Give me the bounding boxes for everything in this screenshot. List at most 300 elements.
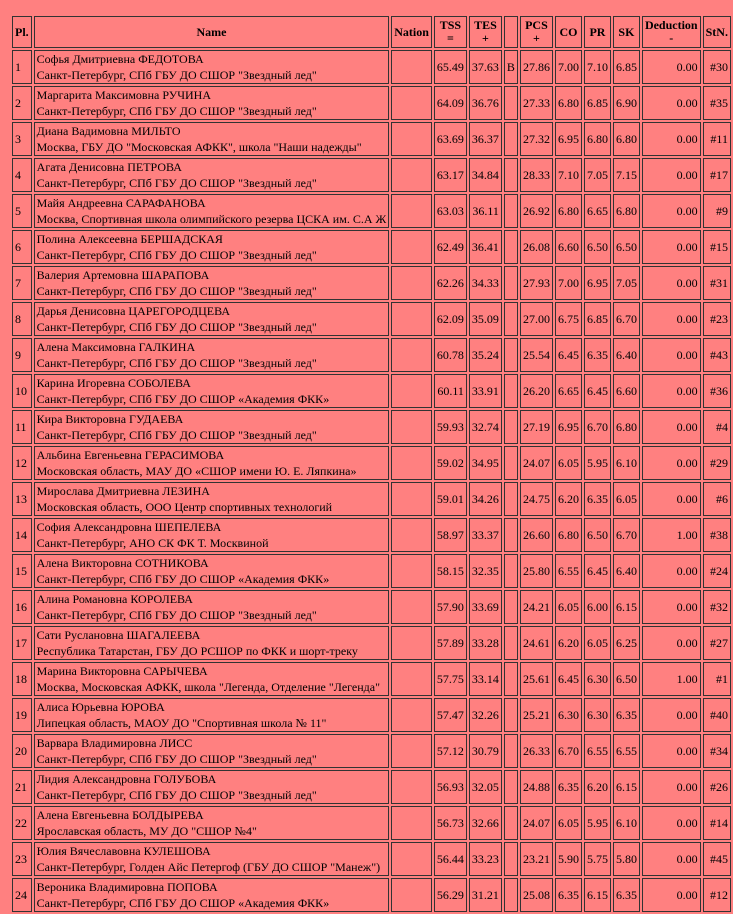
header-stn[interactable]: StN. [703,16,731,48]
cell-deduction: 1.00 [642,518,701,552]
cell-flag [504,86,518,120]
cell-flag [504,626,518,660]
cell-tes: 35.09 [469,302,502,336]
cell-tss: 57.47 [434,698,467,732]
cell-tes: 32.66 [469,806,502,840]
cell-co: 6.80 [555,518,582,552]
cell-tes: 36.11 [469,194,502,228]
table-row [12,86,731,120]
cell-deduction: 0.00 [642,86,701,120]
table-row [12,446,731,480]
cell-tes: 32.26 [469,698,502,732]
header-name[interactable]: Name [34,16,390,48]
cell-stn: #40 [703,698,731,732]
cell-co: 6.20 [555,626,582,660]
cell-nation [391,554,432,588]
cell-deduction: 0.00 [642,122,701,156]
cell-name [34,878,390,912]
table-row [12,158,731,192]
cell-deduction: 0.00 [642,806,701,840]
cell-tes: 32.05 [469,770,502,804]
cell-place: 19 [12,698,32,732]
cell-pr: 6.15 [584,878,611,912]
cell-pcs: 25.80 [520,554,553,588]
cell-stn: #23 [703,302,731,336]
cell-co: 6.75 [555,302,582,336]
skater-club: Санкт-Петербург, СПб ГБУ ДО СШОР "Звездный лед" [36,608,317,622]
header-pl[interactable]: Pl. [12,16,32,48]
cell-co: 6.60 [555,230,582,264]
cell-pcs: 27.32 [520,122,553,156]
table-row [12,194,731,228]
cell-deduction: 0.00 [642,770,701,804]
cell-flag [504,122,518,156]
cell-deduction: 0.00 [642,554,701,588]
cell-tes: 33.23 [469,842,502,876]
cell-place: 22 [12,806,32,840]
cell-co: 6.80 [555,194,582,228]
cell-pr: 5.95 [584,806,611,840]
skater-name: Карина Игоревна СОБОЛЕВА [36,376,191,390]
cell-co: 6.05 [555,590,582,624]
cell-co: 6.30 [555,698,582,732]
cell-stn: #32 [703,590,731,624]
skater-club: Санкт-Петербург, СПб ГБУ ДО СШОР "Звездный лед" [36,356,317,370]
cell-stn: #17 [703,158,731,192]
cell-place: 9 [12,338,32,372]
cell-tss: 59.01 [434,482,467,516]
cell-tss: 62.49 [434,230,467,264]
cell-flag [504,158,518,192]
table-row [12,410,731,444]
table-row [12,374,731,408]
table-row [12,590,731,624]
cell-pr: 6.05 [584,626,611,660]
cell-nation [391,338,432,372]
cell-name [34,662,390,696]
table-row [12,662,731,696]
skater-name: Алина Романовна КОРОЛЕВА [36,592,193,606]
cell-name [34,842,390,876]
skater-name: Майя Андреевна САРАФАНОВА [36,196,206,210]
table-row [12,806,731,840]
cell-sk: 6.15 [613,770,640,804]
cell-flag [504,662,518,696]
cell-place: 18 [12,662,32,696]
cell-pr: 6.00 [584,590,611,624]
cell-co: 7.00 [555,266,582,300]
cell-co: 6.55 [555,554,582,588]
skater-club: Санкт-Петербург, СПб ГБУ ДО СШОР "Звездный лед" [36,788,317,802]
cell-sk: 6.85 [613,50,640,84]
cell-nation [391,410,432,444]
cell-name [34,410,390,444]
cell-deduction: 0.00 [642,194,701,228]
cell-nation [391,194,432,228]
cell-place: 11 [12,410,32,444]
cell-nation [391,518,432,552]
skater-club: Санкт-Петербург, СПб ГБУ ДО СШОР "Звездный лед" [36,428,317,442]
table-row [12,554,731,588]
skater-club: Санкт-Петербург, СПб ГБУ ДО СШОР "Звездный лед" [36,284,317,298]
cell-flag [504,734,518,768]
cell-nation [391,626,432,660]
cell-pr: 6.20 [584,770,611,804]
cell-tss: 62.26 [434,266,467,300]
skater-club: Санкт-Петербург, СПб ГБУ ДО СШОР "Звездный лед" [36,248,317,262]
cell-name [34,302,390,336]
skater-name: София Александровна ШЕПЕЛЕВА [36,520,222,534]
header-nation[interactable]: Nation [391,16,432,48]
cell-name [34,482,390,516]
skater-name: Полина Алексеевна БЕРШАДСКАЯ [36,232,223,246]
cell-pcs: 27.33 [520,86,553,120]
cell-pr: 6.80 [584,122,611,156]
table-row [12,50,731,84]
cell-flag [504,806,518,840]
cell-nation [391,482,432,516]
cell-name [34,50,390,84]
table-row [12,626,731,660]
cell-deduction: 0.00 [642,158,701,192]
cell-tes: 34.26 [469,482,502,516]
cell-pcs: 27.93 [520,266,553,300]
cell-deduction: 0.00 [642,338,701,372]
table-row [12,698,731,732]
cell-tes: 33.69 [469,590,502,624]
cell-tss: 56.44 [434,842,467,876]
table-row [12,482,731,516]
cell-tss: 60.11 [434,374,467,408]
cell-co: 6.05 [555,806,582,840]
cell-tes: 32.74 [469,410,502,444]
cell-co: 6.95 [555,122,582,156]
cell-deduction: 1.00 [642,662,701,696]
cell-stn: #24 [703,554,731,588]
header-sk[interactable]: SK [613,16,640,48]
cell-tss: 58.15 [434,554,467,588]
cell-tss: 57.12 [434,734,467,768]
cell-flag [504,410,518,444]
cell-name [34,194,390,228]
cell-pr: 6.55 [584,734,611,768]
cell-pr: 7.05 [584,158,611,192]
cell-sk: 6.50 [613,662,640,696]
cell-deduction: 0.00 [642,482,701,516]
cell-co: 6.65 [555,374,582,408]
skater-club: Санкт-Петербург, АНО СК ФК Т. Москвиной [36,536,269,550]
skater-name: Юлия Вячеславовна КУЛЕШОВА [36,844,211,858]
cell-place: 4 [12,158,32,192]
cell-pr: 6.35 [584,482,611,516]
skater-name: Агата Денисовна ПЕТРОВА [36,160,182,174]
cell-sk: 7.15 [613,158,640,192]
header-tss[interactable]: TSS = [434,16,467,48]
cell-stn: #45 [703,842,731,876]
cell-tss: 60.78 [434,338,467,372]
cell-place: 7 [12,266,32,300]
cell-co: 6.45 [555,662,582,696]
cell-tes: 34.95 [469,446,502,480]
cell-pr: 6.30 [584,698,611,732]
cell-tes: 37.63 [469,50,502,84]
skater-club: Санкт-Петербург, СПб ГБУ ДО СШОР "Звездный лед" [36,320,317,334]
cell-name [34,230,390,264]
cell-pcs: 26.60 [520,518,553,552]
cell-stn: #4 [703,410,731,444]
cell-nation [391,86,432,120]
skater-name: Валерия Артемовна ШАРАПОВА [36,268,210,282]
cell-co: 6.35 [555,878,582,912]
cell-deduction: 0.00 [642,230,701,264]
table-row [12,338,731,372]
cell-tss: 62.09 [434,302,467,336]
table-row [12,266,731,300]
cell-tss: 56.73 [434,806,467,840]
cell-name [34,554,390,588]
cell-tes: 33.14 [469,662,502,696]
skater-club: Москва, Спортивная школа олимпийского резерва ЦСКА им. С.А Ж [36,212,387,226]
table-row [12,842,731,876]
cell-nation [391,842,432,876]
cell-pcs: 25.08 [520,878,553,912]
skater-name: Алиса Юрьевна ЮРОВА [36,700,165,714]
cell-sk: 6.90 [613,86,640,120]
cell-name [34,266,390,300]
table-row [12,302,731,336]
cell-flag [504,230,518,264]
cell-stn: #36 [703,374,731,408]
cell-name [34,734,390,768]
cell-stn: #34 [703,734,731,768]
cell-flag [504,842,518,876]
cell-deduction: 0.00 [642,266,701,300]
cell-sk: 7.05 [613,266,640,300]
skater-club: Санкт-Петербург, СПб ГБУ ДО СШОР «Академия ФКК» [36,392,330,406]
cell-pcs: 24.88 [520,770,553,804]
cell-co: 6.20 [555,482,582,516]
cell-pcs: 26.33 [520,734,553,768]
cell-pcs: 24.21 [520,590,553,624]
cell-tss: 57.75 [434,662,467,696]
cell-tes: 36.41 [469,230,502,264]
skater-club: Санкт-Петербург, Голден Айс Петергоф (ГБУ ДО СШОР "Манеж") [36,860,381,874]
cell-pcs: 26.20 [520,374,553,408]
cell-place: 2 [12,86,32,120]
cell-nation [391,806,432,840]
skater-name: Марина Викторовна САРЫЧЕВА [36,664,208,678]
header-pcs[interactable]: PCS + [520,16,553,48]
cell-pr: 6.65 [584,194,611,228]
cell-flag [504,266,518,300]
table-row [12,518,731,552]
skater-name: Софья Дмитриевна ФЕДОТОВА [36,52,204,66]
cell-tss: 59.93 [434,410,467,444]
cell-name [34,446,390,480]
cell-nation [391,878,432,912]
cell-flag [504,302,518,336]
cell-place: 21 [12,770,32,804]
cell-pcs: 27.86 [520,50,553,84]
cell-co: 6.70 [555,734,582,768]
table-row [12,734,731,768]
cell-place: 15 [12,554,32,588]
cell-place: 16 [12,590,32,624]
cell-sk: 6.15 [613,590,640,624]
cell-sk: 6.40 [613,338,640,372]
cell-place: 24 [12,878,32,912]
cell-place: 14 [12,518,32,552]
cell-stn: #1 [703,662,731,696]
cell-flag [504,878,518,912]
cell-sk: 6.25 [613,626,640,660]
cell-tss: 59.02 [434,446,467,480]
cell-tss: 65.49 [434,50,467,84]
cell-pr: 6.85 [584,302,611,336]
skater-club: Москва, Московская АФКК, школа "Легенда, Отделение "Легенда" [36,680,380,694]
skater-name: Лидия Александровна ГОЛУБОВА [36,772,217,786]
cell-tss: 56.29 [434,878,467,912]
skater-name: Кира Викторовна ГУДАЕВА [36,412,184,426]
cell-stn: #14 [703,806,731,840]
skater-name: Алена Викторовна СОТНИКОВА [36,556,209,570]
cell-tss: 63.69 [434,122,467,156]
cell-sk: 6.35 [613,878,640,912]
cell-pr: 6.70 [584,410,611,444]
skater-club: Санкт-Петербург, СПб ГБУ ДО СШОР "Звездный лед" [36,104,317,118]
cell-name [34,122,390,156]
skater-name: Сати Руслановна ШАГАЛЕЕВА [36,628,201,642]
cell-deduction: 0.00 [642,410,701,444]
cell-flag [504,374,518,408]
results-table [10,14,733,914]
cell-flag [504,518,518,552]
cell-tes: 30.79 [469,734,502,768]
cell-co: 7.10 [555,158,582,192]
cell-pcs: 23.21 [520,842,553,876]
cell-tes: 36.76 [469,86,502,120]
cell-nation [391,50,432,84]
cell-pcs: 25.61 [520,662,553,696]
cell-tes: 32.35 [469,554,502,588]
cell-place: 5 [12,194,32,228]
cell-sk: 6.70 [613,518,640,552]
skater-club: Московская область, МАУ ДО «СШОР имени Ю. Е. Ляпкина» [36,464,357,478]
skater-name: Варвара Владимировна ЛИСС [36,736,193,750]
cell-pr: 6.85 [584,86,611,120]
cell-nation [391,230,432,264]
header-tes[interactable]: TES + [469,16,502,48]
cell-pcs: 27.19 [520,410,553,444]
cell-tes: 33.91 [469,374,502,408]
cell-nation [391,266,432,300]
header-co[interactable]: CO [555,16,582,48]
cell-flag [504,770,518,804]
cell-stn: #6 [703,482,731,516]
cell-name [34,626,390,660]
skater-name: Маргарита Максимовна РУЧИНА [36,88,212,102]
cell-tes: 33.28 [469,626,502,660]
cell-deduction: 0.00 [642,698,701,732]
cell-tss: 63.17 [434,158,467,192]
table-row [12,122,731,156]
cell-name [34,86,390,120]
skater-name: Диана Вадимовна МИЛЬТО [36,124,181,138]
cell-deduction: 0.00 [642,374,701,408]
cell-sk: 6.10 [613,806,640,840]
skater-name: Мирослава Дмитриевна ЛЕЗИНА [36,484,210,498]
cell-co: 6.05 [555,446,582,480]
header-blank [504,16,518,48]
cell-flag: B [504,50,518,84]
cell-tes: 31.21 [469,878,502,912]
cell-nation [391,374,432,408]
skater-club: Санкт-Петербург, СПб ГБУ ДО СШОР "Звездный лед" [36,68,317,82]
table-row [12,878,731,912]
cell-deduction: 0.00 [642,590,701,624]
cell-pr: 6.45 [584,554,611,588]
cell-nation [391,590,432,624]
cell-pcs: 25.21 [520,698,553,732]
skater-club: Санкт-Петербург, СПб ГБУ ДО СШОР «Академия ФКК» [36,896,330,910]
cell-nation [391,122,432,156]
cell-deduction: 0.00 [642,734,701,768]
cell-tes: 36.37 [469,122,502,156]
cell-pcs: 25.54 [520,338,553,372]
cell-pcs: 26.92 [520,194,553,228]
cell-tss: 64.09 [434,86,467,120]
skater-club: Санкт-Петербург, СПб ГБУ ДО СШОР "Звездный лед" [36,176,317,190]
cell-flag [504,194,518,228]
cell-sk: 6.05 [613,482,640,516]
cell-stn: #43 [703,338,731,372]
skater-club: Москва, ГБУ ДО "Московская АФКК", школа "Наши надежды" [36,140,362,154]
cell-pcs: 24.61 [520,626,553,660]
cell-place: 20 [12,734,32,768]
cell-stn: #35 [703,86,731,120]
cell-tes: 34.84 [469,158,502,192]
cell-stn: #11 [703,122,731,156]
cell-place: 17 [12,626,32,660]
cell-pcs: 24.07 [520,806,553,840]
cell-sk: 6.70 [613,302,640,336]
header-deduction[interactable]: Deduction - [642,16,701,48]
cell-stn: #15 [703,230,731,264]
cell-tss: 57.90 [434,590,467,624]
cell-co: 6.45 [555,338,582,372]
cell-deduction: 0.00 [642,626,701,660]
cell-name [34,338,390,372]
cell-nation [391,302,432,336]
skater-club: Липецкая область, МАОУ ДО "Спортивная школа № 11" [36,716,327,730]
cell-name [34,518,390,552]
cell-deduction: 0.00 [642,878,701,912]
cell-sk: 6.60 [613,374,640,408]
cell-pr: 7.10 [584,50,611,84]
cell-deduction: 0.00 [642,446,701,480]
cell-pr: 6.50 [584,518,611,552]
header-pr[interactable]: PR [584,16,611,48]
cell-place: 10 [12,374,32,408]
cell-tes: 34.33 [469,266,502,300]
cell-flag [504,698,518,732]
cell-stn: #26 [703,770,731,804]
cell-pcs: 26.08 [520,230,553,264]
cell-place: 6 [12,230,32,264]
cell-place: 23 [12,842,32,876]
cell-nation [391,698,432,732]
cell-co: 6.35 [555,770,582,804]
